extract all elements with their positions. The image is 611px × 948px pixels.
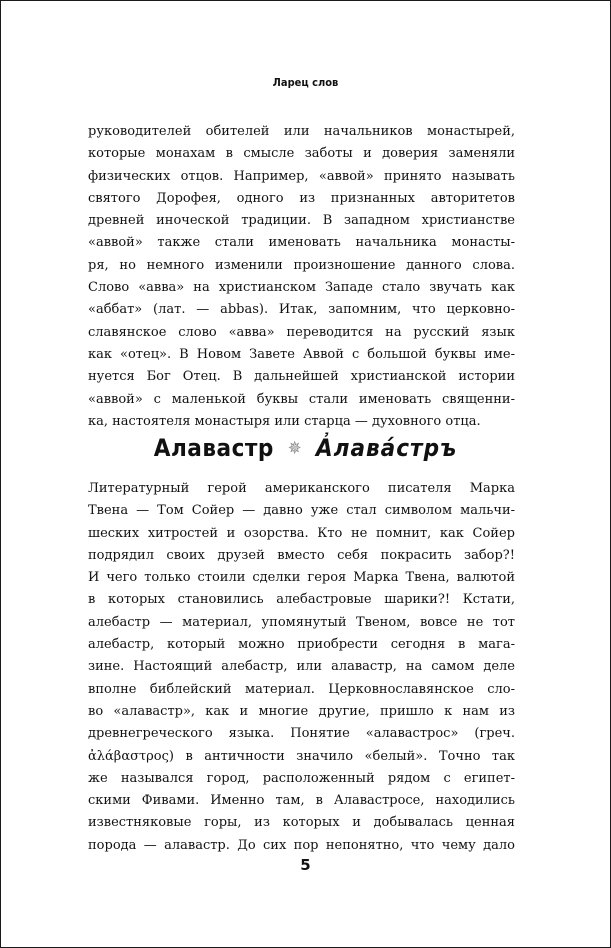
text-line: в которых становились алебастровые шарики?! Кстати, [88,592,515,608]
text-line: древней иноческой традиции. В западном христианстве [88,213,515,229]
text-line: святого Дорофея, одного из признанных авторитетов [88,190,515,206]
text-line: во «алавастр», как и многие другие, пришло к нам из [88,703,515,719]
text-line: же назывался город, расположенный рядом с египет- [88,770,515,786]
text-line: нуется Бог Отец. В дальнейшей христианской истории [88,369,515,385]
text-line: славянское слово «авва» переводится на русский язык [88,324,515,340]
text-line: Слово «авва» на христианском Западе стало звучать как [88,280,515,296]
text-line: порода — алавастр. До сих пор непонятно, что чему дало [88,837,515,853]
text-line: ря, но немного изменили произношение данного слова. [88,257,515,273]
text-line: И чего только стоили сделки героя Марка Твена, валютой [88,570,515,586]
text-line: Твена — Том Сойер — давно уже стал символом мальчи- [88,503,515,519]
text-line: скими Фивами. Именно там, в Алавастросе, находились [88,793,515,809]
text-line: зине. Настоящий алебастр, или алавастр, на самом деле [88,659,515,675]
text-line: как «отец». В Новом Завете Аввой с большой буквы име- [88,346,515,362]
star-ornament-icon: ✵ [287,438,302,459]
text-line: вполне библейский материал. Церковнославянское сло- [88,681,515,697]
text-line: Литературный герой американского писателя Марка [88,481,515,496]
text-line: «аббат» (лат. — abbas). Итак, запомним, что церковно- [88,302,515,318]
text-line: ἀλάβαστρος) в античности значило «белый». Точно так [88,748,515,764]
text-line: которые монахам в смысле заботы и доверия заменяли [88,146,515,162]
section-title-slavonic: А҆лавáстръ [315,434,458,462]
section-title-russian: Алавастр [153,434,274,462]
text-line: алебастр, который можно приобрести сегодня в мага- [88,637,515,653]
text-line: «аввой» с маленькой буквы стали именовать священни- [88,391,515,407]
text-line: подрядил своих друзей вместо себя покрасить забор?! [88,547,515,563]
running-header: Ларец слов [272,76,339,89]
text-line: ка, настоятеля монастыря или старца — духовного отца. [88,413,481,429]
paragraph-alabaster [88,478,515,857]
text-line: древнегреческого языка. Понятие «алавастрос» (греч. [88,726,515,742]
paragraph-abba [88,121,515,433]
text-line: шеских хитростей и озорства. Кто не помнит, как Сойер [88,525,515,541]
section-heading [1,433,610,464]
page-number: 5 [300,856,311,874]
text-line: известняковые горы, из которых и добывалась ценная [88,815,515,831]
text-line: руководителей обителей или начальников монастырей, [88,124,515,139]
text-line: алебастр — материал, упомянутый Твеном, вовсе не тот [88,614,515,630]
text-line: физических отцов. Например, «аввой» принято называть [88,168,515,184]
text-line: «аввой» также стали именовать начальника монасты- [88,235,515,251]
